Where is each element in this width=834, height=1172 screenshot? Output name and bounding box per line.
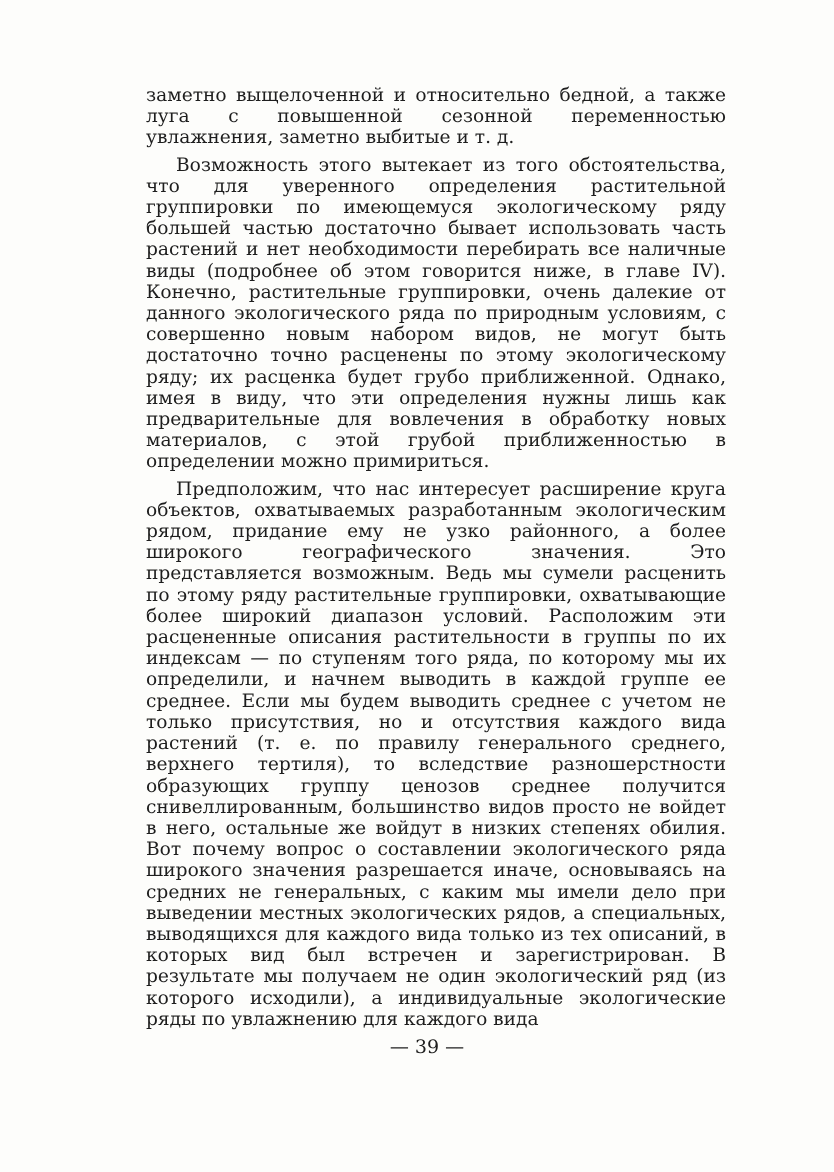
paragraph-possibility: Возможность этого вытекает из того обстоятельства, что для уверенного определения растительной группировки по имеющемуся экологическому ряду большей частью достаточно бывает использовать часть растений и нет необходимости перебирать все наличные виды (подробнее об этом говорится ниже, в главе IV). Конечно, растительные группировки, очень далекие от данного экологического ряда по природным условиям, с совершенно новым набором видов, не могут быть достаточно точно расценены по этому экологическому ряду; их расценка будет грубо приближенной. Однако, имея в виду, что эти определения нужны лишь как предварительные для вовлечения в обработку новых материалов, с этой грубой приближенностью в определении можно примириться. [146, 154, 726, 473]
paragraph-assumption: Предположим, что нас интересует расширение круга объектов, охватываемых разработанным экологическим рядом, придание ему не узко районного, а более широкого географического значения. Это представляется возможным. Ведь мы сумели расценить по этому ряду растительные группировки, охватывающие более широкий диапазон условий. Расположим эти расцененные описания растительности в группы по их индексам — по ступеням того ряда, по которому мы их определили, и начнем выводить в каждой группе ее среднее. Если мы будем выводить среднее с учетом не только присутствия, но и отсутствия каждого вида растений (т. е. по правилу генерального среднего, верхнего тертиля), то вследствие разношерстности образующих группу ценозов среднее получится снивеллированным, большинство видов просто не войдет в него, остальные же войдут в низких степенях обилия. Вот почему вопрос о составлении экологического ряда широкого значения разрешается иначе, основываясь на средних не генеральных, с каким мы имели дело при выведении местных экологических рядов, а специальных, выводящихся для каждого вида только из тех описаний, в которых вид был встречен и зарегистрирован. В результате мы получаем не один экологический ряд (из которого исходили), а индивидуальные экологические ряды по увлажнению для каждого вида [146, 478, 726, 1030]
body-text [146, 85, 726, 1030]
page-number: — 39 — [389, 1036, 465, 1058]
paragraph-continuation: заметно выщелоченной и относительно бедной, а также луга с повышенной сезонной переменностью увлажнения, заметно выбитые и т. д. [146, 85, 726, 149]
